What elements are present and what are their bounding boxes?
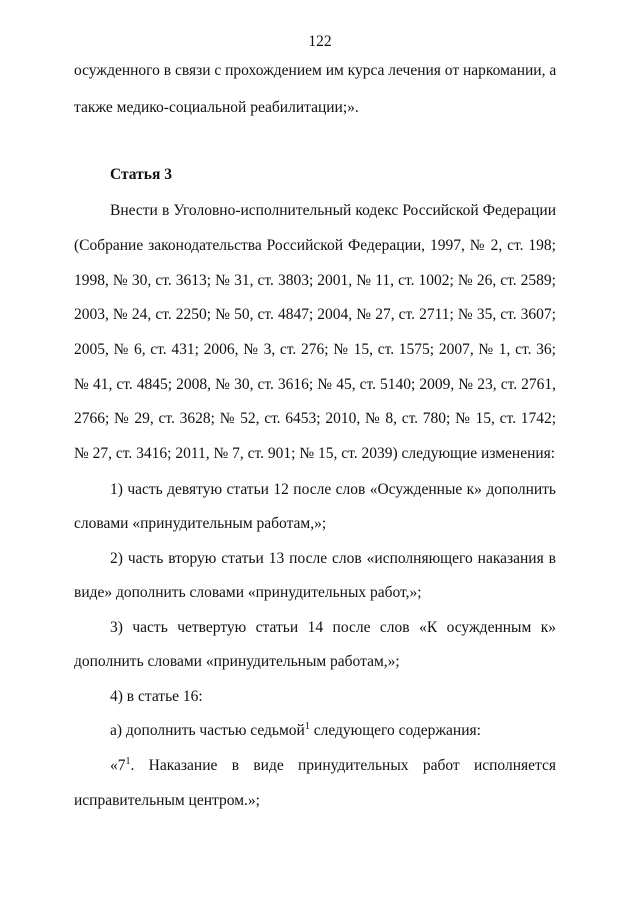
quote-superscript: 1 [125, 755, 131, 767]
intro-line-5: 2005, № 6, ст. 431; 2006, № 3, ст. 276; № 15, ст. 1575; 2007, № 1, ст. 36; [74, 341, 556, 358]
intro-line-4: 2003, № 24, ст. 2250; № 50, ст. 4847; 2004, № 27, ст. 2711; № 35, ст. 3607; [74, 306, 556, 323]
quote-open: «7 [110, 757, 126, 774]
continuation-line-1: осужденного в связи с прохождением им курса лечения от наркомании, а [74, 62, 557, 79]
item-2-line-1: 2) часть вторую статьи 13 после слов «исполняющего наказания в [110, 550, 556, 567]
intro-line-7: 2766; № 29, ст. 3628; № 52, ст. 6453; 2010, № 8, ст. 780; № 15, ст. 1742; [74, 410, 556, 427]
item-2-line-2: виде» дополнить словами «принудительных работ,»; [74, 584, 422, 601]
item-3-line-1: 3) часть четвертую статьи 14 после слов «К осужденным к» [110, 619, 556, 636]
item-1-line-2: словами «принудительным работам,»; [74, 515, 327, 532]
continuation-line-2: также медико-социальной реабилитации;». [74, 99, 359, 116]
intro-line-1: Внести в Уголовно-исполнительный кодекс Российской Федерации [110, 202, 556, 219]
article-heading: Статья 3 [110, 166, 172, 183]
item-3-line-2: дополнить словами «принудительным работам,»; [74, 653, 400, 670]
sub-item-a-text: а) дополнить частью седьмой [110, 722, 305, 739]
page-number: 122 [308, 33, 332, 50]
intro-line-3: 1998, № 30, ст. 3613; № 31, ст. 3803; 2001, № 11, ст. 1002; № 26, ст. 2589; [74, 272, 556, 289]
sub-item-a-text-end: следующего содержания: [309, 722, 481, 739]
intro-line-6: № 41, ст. 4845; 2008, № 30, ст. 3616; № 45, ст. 5140; 2009, № 23, ст. 2761, [74, 376, 556, 393]
intro-line-2: (Собрание законодательства Российской Федерации, 1997, № 2, ст. 198; [74, 237, 556, 254]
sub-item-a-superscript: 1 [304, 720, 310, 732]
quote-line-2: исправительным центром.»; [74, 792, 260, 809]
quote-text: . Наказание в виде принудительных работ исполняется [130, 757, 556, 774]
item-1-line-1: 1) часть девятую статьи 12 после слов «Осужденные к» дополнить [110, 481, 556, 498]
quote-line-1 [110, 756, 556, 776]
item-4: 4) в статье 16: [110, 688, 203, 705]
sub-item-a [110, 721, 481, 741]
intro-line-8: № 27, ст. 3416; 2011, № 7, ст. 901; № 15, ст. 2039) следующие изменения: [74, 445, 556, 462]
